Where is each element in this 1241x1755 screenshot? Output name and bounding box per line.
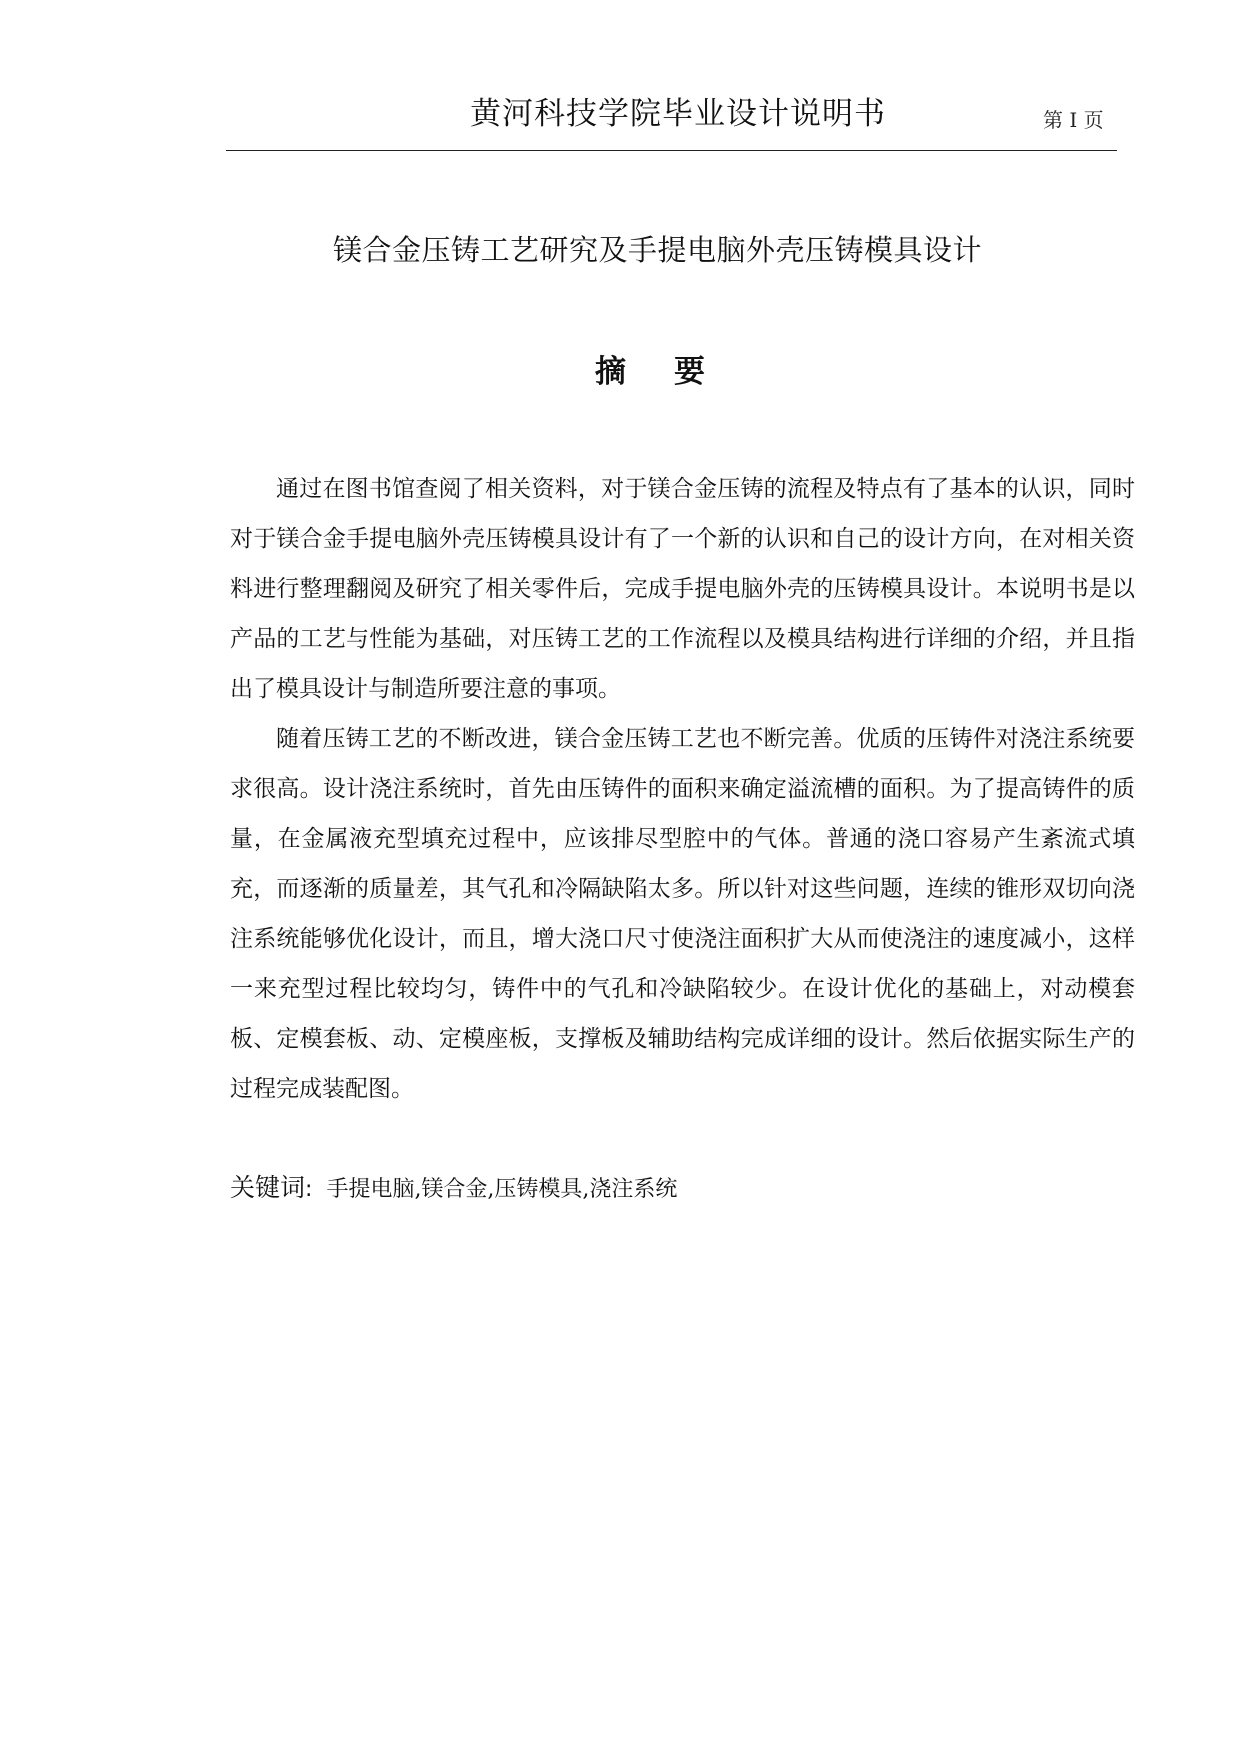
- keywords-colon: :: [305, 1177, 313, 1202]
- document-title: 镁合金压铸工艺研究及手提电脑外壳压铸模具设计: [333, 233, 983, 267]
- keywords-line: [230, 1168, 677, 1204]
- keywords-label: 关键词: [230, 1173, 306, 1202]
- abstract-paragraph: 通过在图书馆查阅了相关资料，对于镁合金压铸的流程及特点有了基本的认识，同时对于镁合金手提电脑外壳压铸模具设计有了一个新的认识和自己的设计方向，在对相关资料进行整理翻阅及研究了相关零件后，完成手提电脑外壳的压铸模具设计。本说明书是以产品的工艺与性能为基础，对压铸工艺的工作流程以及模具结构进行详细的介绍，并且指出了模具设计与制造所要注意的事项。: [230, 476, 1135, 702]
- abstract-paragraph: 随着压铸工艺的不断改进，镁合金压铸工艺也不断完善。优质的压铸件对浇注系统要求很高。设计浇注系统时，首先由压铸件的面积来确定溢流槽的面积。为了提高铸件的质量，在金属液充型填充过程中，应该排尽型腔中的气体。普通的浇口容易产生紊流式填充，而逐渐的质量差，其气孔和冷隔缺陷太多。所以针对这些问题，连续的锥形双切向浇注系统能够优化设计，而且，增大浇口尺寸使浇注面积扩大从而使浇注的速度减小，这样一来充型过程比较均匀，铸件中的气孔和冷缺陷较少。在设计优化的基础上，对动模套板、定模套板、动、定模座板，支撑板及辅助结构完成详细的设计。然后依据实际生产的过程完成装配图。: [230, 726, 1135, 1102]
- keywords-value: 手提电脑,镁合金,压铸模具,浇注系统: [326, 1177, 678, 1202]
- abstract-heading: 摘要: [595, 354, 753, 390]
- page-number: 第 I 页: [1043, 108, 1104, 132]
- abstract-body: [230, 464, 1135, 1114]
- header-divider: [226, 150, 1117, 151]
- header-title: 黄河科技学院毕业设计说明书: [470, 96, 886, 132]
